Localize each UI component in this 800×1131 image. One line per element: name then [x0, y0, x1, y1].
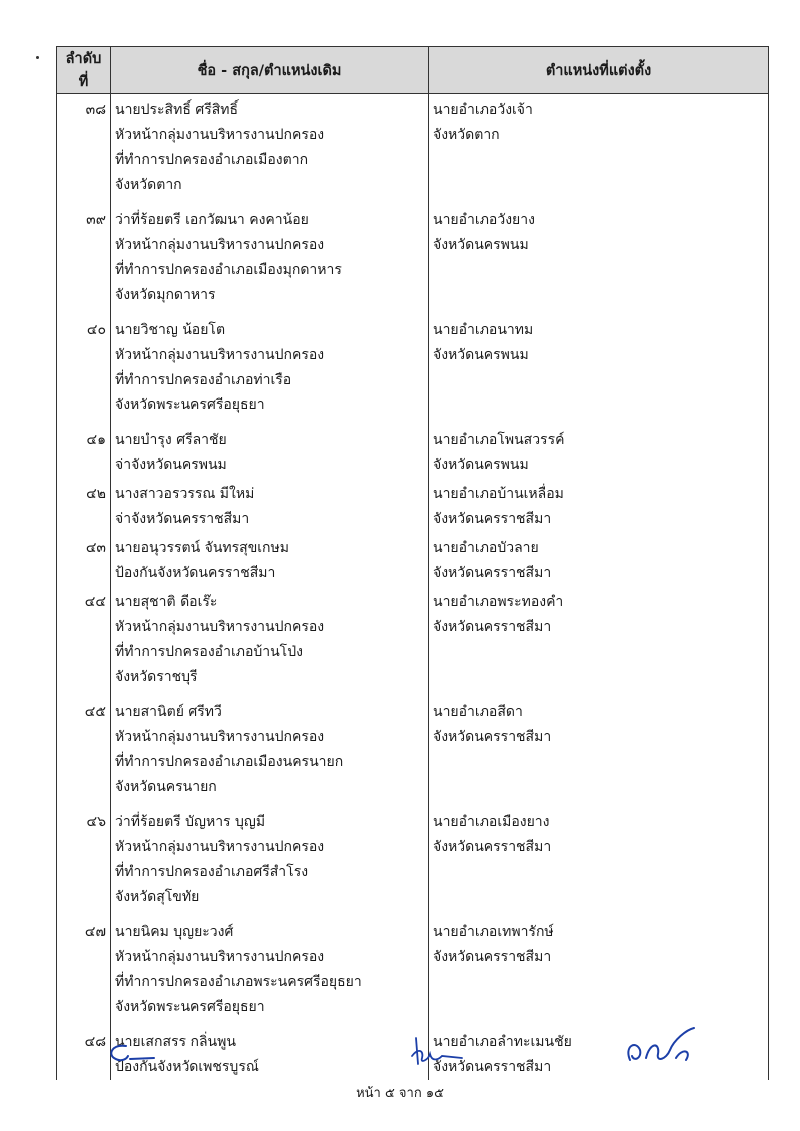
- row-number: ๔๒: [57, 478, 111, 532]
- former-position-line: จังหวัดพระนครศรีอยุธยา: [115, 397, 265, 413]
- page-mark: [36, 56, 39, 59]
- page-number: หน้า ๕ จาก ๑๕: [356, 1086, 444, 1101]
- table-row: [57, 532, 769, 586]
- row-number: ๔๓: [57, 532, 111, 586]
- appointed-title: นายอำเภอนาทม: [433, 322, 534, 338]
- header-no: ลำดับที่: [57, 47, 111, 94]
- former-position-line: จังหวัดมุกดาหาร: [115, 287, 216, 303]
- appointment-table: [56, 46, 769, 1080]
- former-position-line: ที่ทำการปกครองอำเภอพระนครศรีอยุธยา: [115, 974, 362, 990]
- former-position-line: ที่ทำการปกครองอำเภอเมืองนครนายก: [115, 754, 344, 770]
- person-name: นางสาวอรวรรณ มีใหม่: [115, 486, 255, 502]
- header-position: ตำแหน่งที่แต่งตั้ง: [429, 47, 769, 94]
- name-and-former-position: [111, 314, 429, 418]
- person-name: นายบำรุง ศรีลาชัย: [115, 432, 227, 448]
- appointed-position: [429, 204, 769, 308]
- former-position-line: จังหวัดนครนายก: [115, 779, 217, 795]
- former-position-line: จ่าจังหวัดนครราชสีมา: [115, 511, 250, 527]
- appointed-province: จังหวัดนครราชสีมา: [433, 619, 552, 635]
- table-row: [57, 916, 769, 1020]
- former-position-line: ป้องกันจังหวัดนครราชสีมา: [115, 565, 276, 581]
- row-number: ๓๘: [57, 94, 111, 199]
- appointed-province: จังหวัดตาก: [433, 127, 500, 143]
- appointed-position: [429, 696, 769, 800]
- person-name: ว่าที่ร้อยตรี บัญหาร บุญมี: [115, 814, 266, 830]
- former-position-line: จังหวัดพระนครศรีอยุธยา: [115, 999, 265, 1015]
- former-position-line: ที่ทำการปกครองอำเภอท่าเรือ: [115, 372, 292, 388]
- table-row: [57, 478, 769, 532]
- name-and-former-position: [111, 696, 429, 800]
- former-position-line: หัวหน้ากลุ่มงานบริหารงานปกครอง: [115, 347, 325, 363]
- signature-2: [408, 1036, 468, 1070]
- name-and-former-position: [111, 94, 429, 199]
- person-name: นายเสกสรร กลิ่นพูน: [115, 1034, 236, 1050]
- table-row: [57, 204, 769, 308]
- former-position-line: ที่ทำการปกครองอำเภอเมืองตาก: [115, 152, 309, 168]
- header-name: ชื่อ - สกุล/ตำแหน่งเดิม: [111, 47, 429, 94]
- appointed-position: [429, 314, 769, 418]
- former-position-line: หัวหน้ากลุ่มงานบริหารงานปกครอง: [115, 237, 325, 253]
- appointed-position: [429, 94, 769, 199]
- appointed-province: จังหวัดนครราชสีมา: [433, 839, 552, 855]
- row-number: ๔๐: [57, 314, 111, 418]
- table-body: [57, 94, 769, 1081]
- table-row: [57, 696, 769, 800]
- appointed-province: จังหวัดนครราชสีมา: [433, 565, 552, 581]
- former-position-line: ที่ทำการปกครองอำเภอบ้านโป่ง: [115, 644, 303, 660]
- appointed-position: [429, 586, 769, 690]
- row-number: ๓๙: [57, 204, 111, 308]
- table-row: [57, 94, 769, 199]
- appointed-position: [429, 1026, 769, 1080]
- name-and-former-position: [111, 532, 429, 586]
- former-position-line: หัวหน้ากลุ่มงานบริหารงานปกครอง: [115, 729, 325, 745]
- appointed-province: จังหวัดนครพนม: [433, 347, 529, 363]
- table-row: [57, 424, 769, 478]
- row-number: ๔๖: [57, 806, 111, 910]
- former-position-line: จังหวัดราชบุรี: [115, 669, 198, 685]
- name-and-former-position: [111, 478, 429, 532]
- name-and-former-position: [111, 586, 429, 690]
- row-number: ๔๑: [57, 424, 111, 478]
- person-name: ว่าที่ร้อยตรี เอกวัฒนา คงคาน้อย: [115, 212, 309, 228]
- former-position-line: หัวหน้ากลุ่มงานบริหารงานปกครอง: [115, 949, 325, 965]
- former-position-line: หัวหน้ากลุ่มงานบริหารงานปกครอง: [115, 619, 325, 635]
- appointed-title: นายอำเภอวังเจ้า: [433, 102, 533, 118]
- name-and-former-position: [111, 806, 429, 910]
- appointed-province: จังหวัดนครราชสีมา: [433, 511, 552, 527]
- former-position-line: หัวหน้ากลุ่มงานบริหารงานปกครอง: [115, 127, 325, 143]
- appointed-title: นายอำเภอสีดา: [433, 704, 523, 720]
- name-and-former-position: [111, 204, 429, 308]
- person-name: นายนิคม บุญยะวงศ์: [115, 924, 234, 940]
- appointed-title: นายอำเภอลำทะเมนชัย: [433, 1034, 572, 1050]
- appointed-position: [429, 478, 769, 532]
- appointed-title: นายอำเภอบ้านเหลื่อม: [433, 486, 564, 502]
- person-name: นายอนุวรรตน์ จันทรสุขเกษม: [115, 540, 289, 556]
- person-name: นายประสิทธิ์ ศรีสิทธิ์: [115, 102, 239, 118]
- appointed-province: จังหวัดนครราชสีมา: [433, 949, 552, 965]
- former-position-line: ที่ทำการปกครองอำเภอเมืองมุกดาหาร: [115, 262, 342, 278]
- table-row: [57, 314, 769, 418]
- appointed-province: จังหวัดนครราชสีมา: [433, 1059, 552, 1075]
- appointed-title: นายอำเภอเทพารักษ์: [433, 924, 554, 940]
- appointed-title: นายอำเภอโพนสวรรค์: [433, 432, 565, 448]
- appointed-province: จังหวัดนครพนม: [433, 237, 529, 253]
- person-name: นายสุชาติ ดีอเร๊ะ: [115, 594, 218, 610]
- appointed-position: [429, 532, 769, 586]
- table-row: [57, 586, 769, 690]
- former-position-line: หัวหน้ากลุ่มงานบริหารงานปกครอง: [115, 839, 325, 855]
- appointed-title: นายอำเภอเมืองยาง: [433, 814, 550, 830]
- appointed-position: [429, 916, 769, 1020]
- appointed-title: นายอำเภอบัวลาย: [433, 540, 539, 556]
- row-number: ๔๗: [57, 916, 111, 1020]
- table-header: [57, 47, 769, 94]
- signature-3: [620, 1020, 710, 1068]
- signature-1: [104, 1040, 164, 1070]
- appointed-title: นายอำเภอพระทองคำ: [433, 594, 564, 610]
- person-name: นายสานิตย์ ศรีทวี: [115, 704, 222, 720]
- appointed-title: นายอำเภอวังยาง: [433, 212, 535, 228]
- former-position-line: จ่าจังหวัดนครพนม: [115, 457, 227, 473]
- row-number: ๔๕: [57, 696, 111, 800]
- table-row: [57, 806, 769, 910]
- person-name: นายวิชาญ น้อยโต: [115, 322, 226, 338]
- row-number: ๔๘: [57, 1026, 111, 1080]
- appointed-province: จังหวัดนครพนม: [433, 457, 529, 473]
- row-number: ๔๔: [57, 586, 111, 690]
- former-position-line: จังหวัดสุโขทัย: [115, 889, 200, 905]
- appointed-position: [429, 424, 769, 478]
- appointed-position: [429, 806, 769, 910]
- name-and-former-position: [111, 424, 429, 478]
- former-position-line: ที่ทำการปกครองอำเภอศรีสำโรง: [115, 864, 309, 880]
- name-and-former-position: [111, 916, 429, 1020]
- former-position-line: ป้องกันจังหวัดเพชรบูรณ์: [115, 1059, 259, 1075]
- appointed-province: จังหวัดนครราชสีมา: [433, 729, 552, 745]
- former-position-line: จังหวัดตาก: [115, 177, 182, 193]
